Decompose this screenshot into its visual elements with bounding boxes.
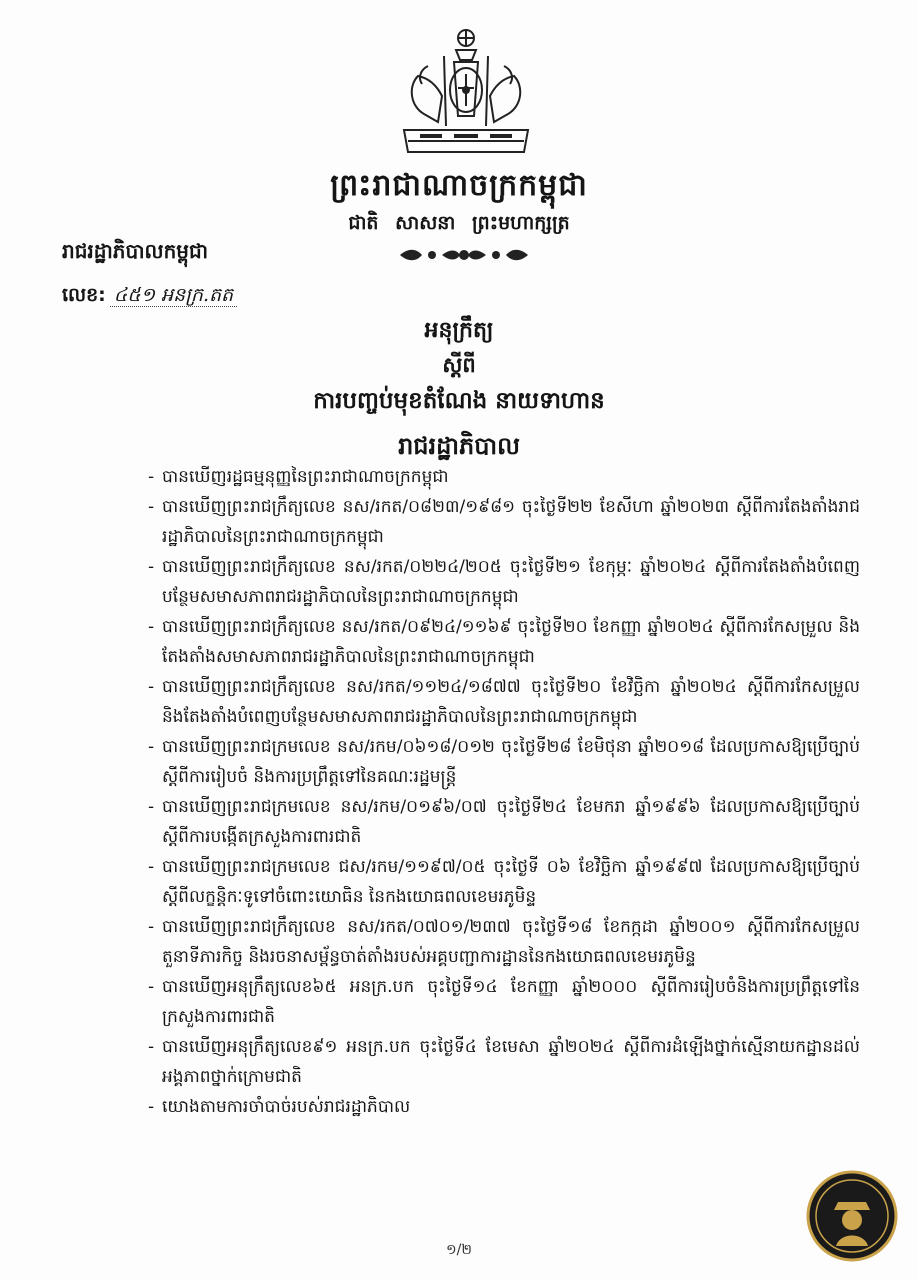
ornamental-divider-icon — [398, 246, 530, 264]
clause-item: - បានឃើញព្រះរាជក្រឹត្យលេខ នស/រកត/១១២៤/១៨៧៧ ចុះថ្ងៃទី២០ ខែវិច្ឆិកា ឆ្នាំ២០២៤ ស្តីពីការកែសម្រួល និងតែងតាំងបំពេញបន្ថែមសមាសភាពរាជរដ្ឋាភិបាលនៃព្រះរាជាណាចក្រកម្ពុជា — [148, 672, 860, 732]
document-number-label: លេខ: — [62, 284, 106, 306]
clause-item: - បានឃើញព្រះរាជក្រឹត្យលេខ នស/រកត/០៩២៤/១១៦៩ ចុះថ្ងៃទី២០ ខែកញ្ញា ឆ្នាំ២០២៤ ស្តីពីការកែសម្រួល និងតែងតាំងសមាសភាពរាជរដ្ឋាភិបាលនៃព្រះរាជាណាចក្រកម្ពុជា — [148, 612, 860, 672]
clause-item: - បានឃើញអនុក្រឹត្យលេខ៦៥ អនក្រ.បក ចុះថ្ងៃទី១៤ ខែកញ្ញា ឆ្នាំ២០០០ ស្តីពីការរៀបចំនិងការប្រព្រឹត្តទៅនៃក្រសួងការពារជាតិ — [148, 972, 860, 1032]
clause-item: - បានឃើញព្រះរាជក្រឹត្យលេខ នស/រកត/០៧០១/២៣៧ ចុះថ្ងៃទី១៨ ខែកក្កដា ឆ្នាំ២០០១ ស្តីពីការកែសម្រួលតួនាទីភារកិច្ច និងរចនាសម្ព័ន្ធចាត់តាំងរបស់អគ្គបញ្ជាការដ្ឋាននៃកងយោធពលខេមរភូមិន្ទ — [148, 912, 860, 972]
clause-item: - បានឃើញព្រះរាជក្រឹត្យលេខ នស/រកត/០២២៤/២០៥ ចុះថ្ងៃទី២១ ខែកុម្ភៈ ឆ្នាំ២០២៤ ស្តីពីការតែងតាំងបំពេញបន្ថែមសមាសភាពរាជរដ្ឋាភិបាលនៃព្រះរាជាណាចក្រកម្ពុជា — [148, 552, 860, 612]
document-subject: ការបញ្ចប់មុខតំណែង នាយទាហាន — [313, 388, 605, 414]
clause-item: - បានឃើញរដ្ឋធម្មនុញ្ញនៃព្រះរាជាណាចក្រកម្ពុជា — [148, 462, 860, 492]
document-type: អនុក្រឹត្យ — [424, 318, 494, 343]
document-number — [62, 283, 237, 311]
clause-item: - យោងតាមការចាំបាច់របស់រាជរដ្ឋាភិបាល — [148, 1092, 860, 1122]
kingdom-title: ព្រះរាជាណាចក្រកម្ពុជា — [330, 168, 588, 203]
document-number-value: ៤៥១ អនក្រ.តត — [110, 284, 237, 307]
clause-item: - បានឃើញព្រះរាជក្រមលេខ នស/រកម/០១៩៦/០៧ ចុះថ្ងៃទី២៤ ខែមករា ឆ្នាំ១៩៩៦ ដែលប្រកាសឱ្យប្រើច្បាប់ស្តីពីការបង្កើតក្រសួងការពារជាតិ — [148, 792, 860, 852]
issuing-authority: រាជរដ្ឋាភិបាល — [398, 432, 520, 460]
page-number: ១/២ — [446, 1242, 472, 1258]
clause-item: - បានឃើញព្រះរាជក្រឹត្យលេខ នស/រកត/០៨២៣/១៩៨១ ចុះថ្ងៃទី២២ ខែសីហា ឆ្នាំ២០២៣ ស្តីពីការតែងតាំងរាជរដ្ឋាភិបាលនៃព្រះរាជាណាចក្រកម្ពុជា — [148, 492, 860, 552]
watermark-badge-icon — [806, 1170, 898, 1262]
preamble-clauses — [148, 462, 860, 1122]
document-about: ស្តីពី — [442, 353, 476, 377]
clause-item: - បានឃើញព្រះរាជក្រមលេខ នស/រកម/០៦១៨/០១២ ចុះថ្ងៃទី២៨ ខែមិថុនា ឆ្នាំ២០១៨ ដែលប្រកាសឱ្យប្រើច្បាប់ស្តីពីការរៀបចំ និងការប្រព្រឹត្តទៅនៃគណៈរដ្ឋមន្ត្រី — [148, 732, 860, 792]
national-motto: ជាតិ សាសនា ព្រះមហាក្សត្រ — [348, 212, 570, 234]
government-name: រាជរដ្ឋាភិបាលកម្ពុជា — [62, 239, 208, 263]
royal-coat-of-arms-icon — [398, 26, 534, 158]
clause-item: - បានឃើញអនុក្រឹត្យលេខ៩១ អនក្រ.បក ចុះថ្ងៃទី៤ ខែមេសា ឆ្នាំ២០២៤ ស្តីពីការដំឡើងថ្នាក់ស្មើនាយកដ្ឋានដល់អង្គភាពថ្នាក់ក្រោមជាតិ — [148, 1032, 860, 1092]
clause-item: - បានឃើញព្រះរាជក្រមលេខ ជស/រកម/១១៩៧/០៥ ចុះថ្ងៃទី ០៦ ខែវិច្ឆិកា ឆ្នាំ១៩៩៧ ដែលប្រកាសឱ្យប្រើច្បាប់ស្តីពីលក្ខន្តិកៈទូទៅចំពោះយោធិន នៃកងយោធពលខេមរភូមិន្ទ — [148, 852, 860, 912]
